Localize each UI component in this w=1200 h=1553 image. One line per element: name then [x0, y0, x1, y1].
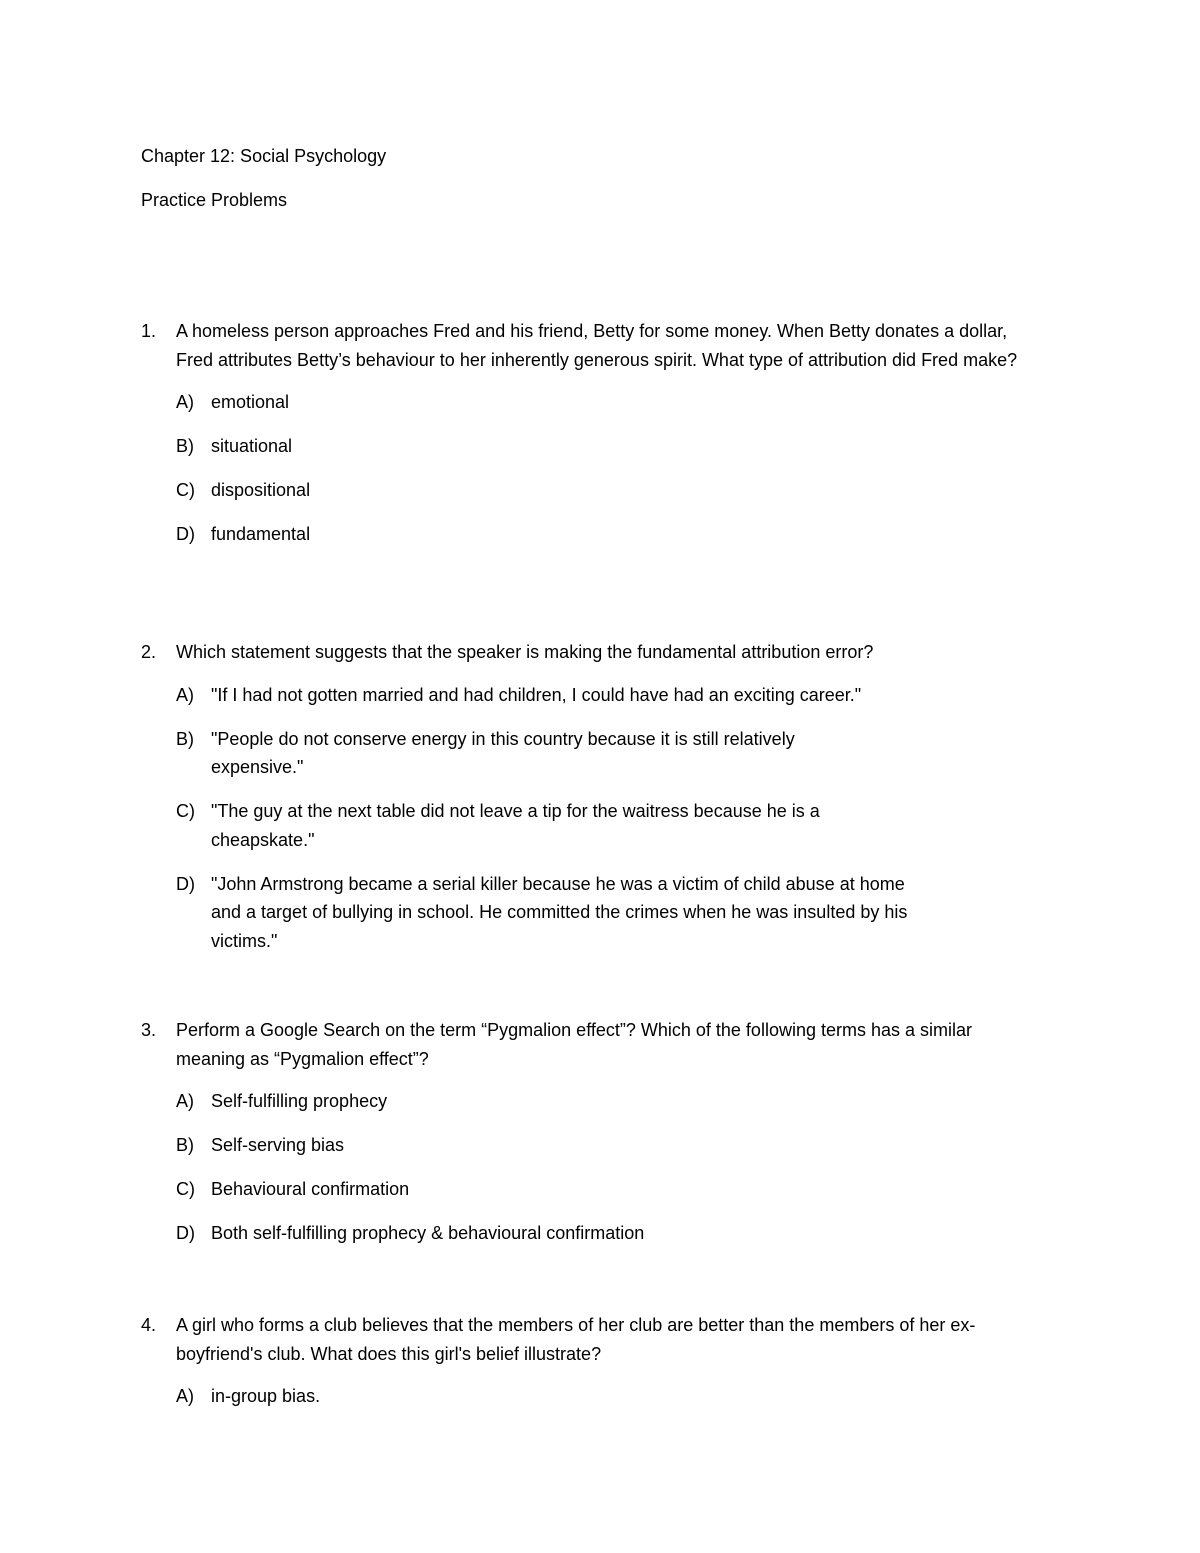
option-text: Behavioural confirmation: [211, 1179, 410, 1199]
question-2: [141, 638, 1041, 971]
answer-option-d: [176, 1219, 1041, 1248]
question-stem: [141, 1016, 1041, 1073]
question-number: 4.: [141, 1315, 157, 1335]
option-text: emotional: [211, 392, 290, 412]
answer-option-c: [176, 476, 1041, 505]
option-text: dispositional: [211, 480, 311, 500]
question-stem: [141, 1311, 1041, 1368]
answer-option-b: [176, 432, 1041, 461]
question-text: A homeless person approaches Fred and his friend, Betty for some money. When Betty donates a dollar, Fred attributes Betty’s behaviour to her inherently generous spirit. What type of attribution did Fred make?: [176, 321, 1018, 370]
document-title: Chapter 12: Social Psychology: [141, 146, 387, 166]
option-letter: D): [176, 1223, 195, 1243]
answer-option-a: [176, 388, 1041, 417]
option-letter: B): [176, 436, 194, 456]
option-text: Both self-fulfilling prophecy & behavioural confirmation: [211, 1223, 645, 1243]
option-letter: C): [176, 480, 195, 500]
question-stem: [141, 638, 1041, 667]
option-letter: A): [176, 1091, 194, 1111]
question-text: Which statement suggests that the speaker is making the fundamental attribution error?: [176, 642, 874, 662]
option-letter: D): [176, 524, 195, 544]
question-text: Perform a Google Search on the term “Pygmalion effect”? Which of the following terms has a similar meaning as “Pygmalion effect”?: [176, 1020, 973, 1069]
option-text: "The guy at the next table did not leave a tip for the waitress because he is a cheapskate.": [211, 801, 820, 850]
answer-options: [141, 1087, 1041, 1248]
option-letter: B): [176, 1135, 194, 1155]
question-3: [141, 1016, 1041, 1263]
option-text: Self-serving bias: [211, 1135, 345, 1155]
answer-option-c: [176, 1175, 1041, 1204]
answer-option-b: [176, 1131, 1041, 1160]
answer-option-a: [176, 1087, 1041, 1116]
answer-option-a: [176, 681, 1041, 710]
option-text: Self-fulfilling prophecy: [211, 1091, 388, 1111]
question-1: [141, 317, 1041, 564]
option-text: "If I had not gotten married and had children, I could have had an exciting career.": [211, 684, 862, 705]
option-letter: C): [176, 1179, 195, 1199]
option-letter: A): [176, 1386, 194, 1406]
question-number: 2.: [141, 642, 157, 662]
option-text: situational: [211, 436, 293, 456]
option-text: "John Armstrong became a serial killer because he was a victim of child abuse at home and a target of bullying in school. He committed the crimes when he was insulted by his victims.": [211, 873, 908, 951]
question-number: 3.: [141, 1020, 157, 1040]
question-4: [141, 1311, 1041, 1426]
question-stem: [141, 317, 1041, 374]
answer-options: [141, 388, 1041, 549]
answer-option-c: [176, 797, 1041, 854]
option-letter: D): [176, 873, 195, 894]
answer-option-d: [176, 520, 1041, 549]
document-subtitle: Practice Problems: [141, 190, 288, 210]
question-number: 1.: [141, 321, 157, 341]
answer-option-d: [176, 870, 1041, 956]
option-letter: B): [176, 728, 194, 749]
option-letter: A): [176, 392, 194, 412]
answer-options: [141, 1382, 1041, 1411]
answer-option-a: [176, 1382, 1041, 1411]
option-text: fundamental: [211, 524, 311, 544]
question-text: A girl who forms a club believes that the members of her club are better than the members of her ex-boyfriend's club. What does this girl's belief illustrate?: [176, 1315, 976, 1364]
option-text: in-group bias.: [211, 1386, 321, 1406]
option-letter: C): [176, 801, 195, 821]
answer-options: [141, 681, 1041, 956]
option-text: "People do not conserve energy in this country because it is still relatively expensive.": [211, 728, 795, 777]
answer-option-b: [176, 725, 1041, 782]
option-letter: A): [176, 684, 194, 705]
